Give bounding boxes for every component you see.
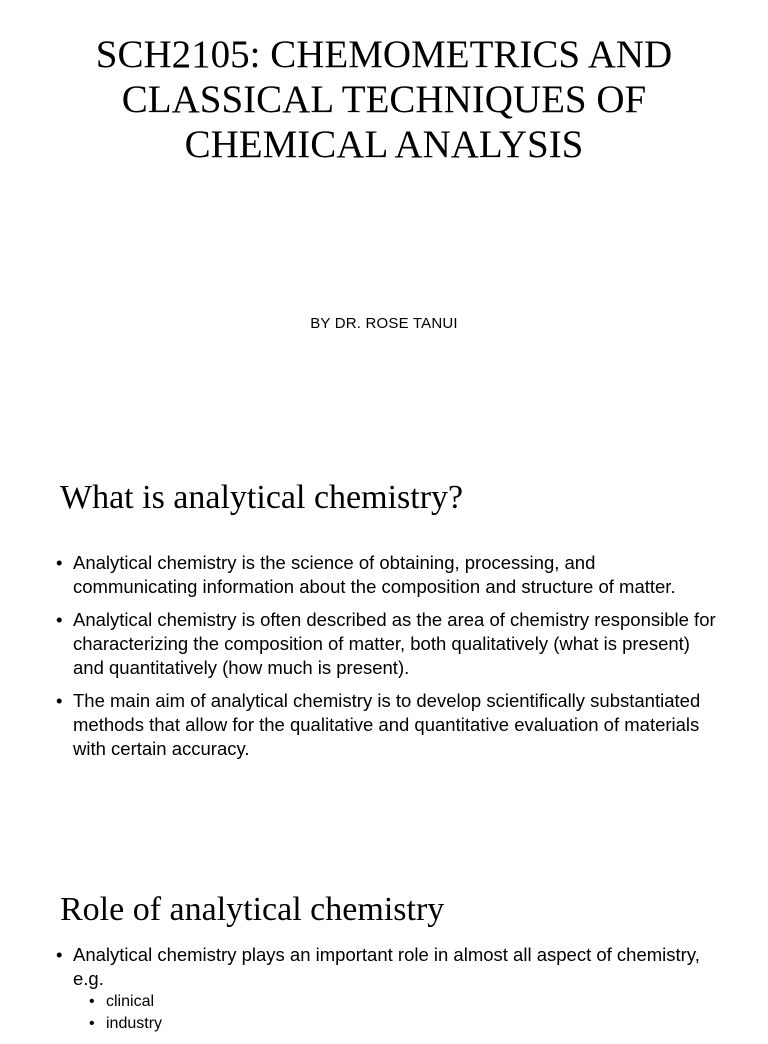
slide-title — [0, 32, 768, 167]
list-item — [56, 943, 716, 1035]
bullet-text: Analytical chemistry plays an important role in almost all aspect of chemistry, e.g. — [73, 944, 700, 989]
list-item — [56, 689, 716, 761]
title-slide — [0, 0, 768, 440]
list-item — [73, 1013, 716, 1035]
bullet-text: Analytical chemistry is often described as the area of chemistry responsible for characterizing the composition of matter, both qualitatively (what is present) and quantitatively (how much is present). — [73, 609, 716, 678]
bullet-icon: • — [56, 552, 63, 573]
list-item — [56, 551, 716, 599]
bullet-icon: • — [89, 993, 95, 1010]
bullet-text: The main aim of analytical chemistry is to develop scientifically substantiated methods that allow for the qualitative and quantitative evaluation of materials with certain accuracy. — [73, 690, 701, 759]
bullet-list — [56, 551, 716, 770]
title-line: CLASSICAL TECHNIQUES OF — [121, 78, 647, 121]
bullet-icon: • — [56, 690, 63, 711]
sub-bullet-text: industry — [106, 1015, 163, 1032]
title-line: CHEMICAL ANALYSIS — [184, 123, 584, 166]
title-line: SCH2105: CHEMOMETRICS AND — [95, 33, 673, 76]
slide-heading: Role of analytical chemistry — [60, 891, 445, 928]
sub-bullet-text: clinical — [106, 993, 155, 1010]
list-item — [73, 991, 716, 1013]
bullet-list — [56, 943, 716, 1044]
bullet-icon: • — [56, 944, 63, 965]
slide-heading: What is analytical chemistry? — [60, 479, 464, 516]
sub-bullet-list — [73, 991, 716, 1035]
bullet-icon: • — [89, 1015, 95, 1032]
list-item — [56, 608, 716, 680]
author-byline: BY DR. ROSE TANUI — [310, 315, 458, 332]
bullet-icon: • — [56, 609, 63, 630]
bullet-text: Analytical chemistry is the science of obtaining, processing, and communicating information about the composition and structure of matter. — [73, 552, 676, 597]
